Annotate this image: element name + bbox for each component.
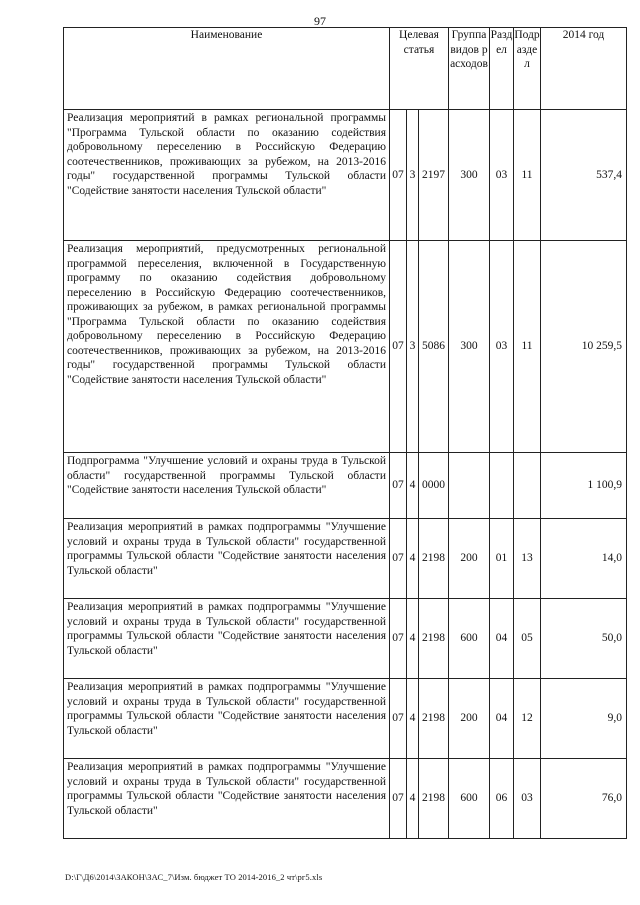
row-section: 03: [490, 110, 514, 241]
row-name: Реализация мероприятий в рамках региональной программы "Программа Тульской области по оказанию содействия добровольному переселению в Российскую Федерацию соотечественников, проживающих за рубежом, на 2013-2016 годы" государственной программы Тульской области "Содействие занятости населения Тульской области": [64, 110, 390, 241]
row-amount: 14,0: [541, 519, 627, 599]
row-section: 06: [490, 759, 514, 839]
row-amount: 10 259,5: [541, 241, 627, 453]
table-row: [64, 599, 627, 679]
row-expense-group: 300: [449, 110, 490, 241]
row-subsection: 11: [514, 241, 541, 453]
table-body: [64, 110, 627, 839]
row-expense-group: 600: [449, 599, 490, 679]
row-article-part2: 3: [407, 241, 419, 453]
row-article-part1: 07: [390, 599, 407, 679]
header-section: Раздел: [490, 28, 514, 110]
row-amount: 76,0: [541, 759, 627, 839]
row-subsection: 03: [514, 759, 541, 839]
row-subsection: 05: [514, 599, 541, 679]
row-article-part2: 4: [407, 519, 419, 599]
row-name: Реализация мероприятий в рамках подпрограммы "Улучшение условий и охраны труда в Тульской области" государственной программы Тульской области "Содействие занятости населения Тульской области": [64, 519, 390, 599]
table-row: [64, 241, 627, 453]
table-header-row: [64, 28, 627, 110]
row-expense-group: 200: [449, 679, 490, 759]
header-subsection: Подраздел: [514, 28, 541, 110]
row-subsection: 11: [514, 110, 541, 241]
row-section: [490, 453, 514, 519]
row-article-part1: 07: [390, 453, 407, 519]
row-article-part1: 07: [390, 241, 407, 453]
row-name: Реализация мероприятий в рамках подпрограммы "Улучшение условий и охраны труда в Тульской области" государственной программы Тульской области "Содействие занятости населения Тульской области": [64, 599, 390, 679]
row-name: Реализация мероприятий в рамках подпрограммы "Улучшение условий и охраны труда в Тульской области" государственной программы Тульской области "Содействие занятости населения Тульской области": [64, 759, 390, 839]
row-article-part1: 07: [390, 679, 407, 759]
row-article-part3: 2198: [419, 759, 449, 839]
row-expense-group: 300: [449, 241, 490, 453]
row-amount: 9,0: [541, 679, 627, 759]
header-expense-group: Группа видов расходов: [449, 28, 490, 110]
row-article-part3: 2197: [419, 110, 449, 241]
row-article-part3: 2198: [419, 679, 449, 759]
table-row: [64, 453, 627, 519]
row-name: Подпрограмма "Улучшение условий и охраны труда в Тульской области" государственной программы Тульской области "Содействие занятости населения Тульской области": [64, 453, 390, 519]
row-article-part2: 4: [407, 599, 419, 679]
footer-file-path: D:\Г\Д6\2014\ЗАКОН\ЗАС_7\Изм. бюджет ТО 2014-2016_2 чт\рг5.xls: [65, 872, 323, 882]
row-expense-group: 200: [449, 519, 490, 599]
table-row: [64, 519, 627, 599]
row-name: Реализация мероприятий, предусмотренных региональной программой переселения, включенной в Государственную программу по оказанию содействия добровольному переселению в Российскую Федерацию соотечественников, проживающих за рубежом, в рамках региональной программы "Программа Тульской области по оказанию содействия добровольному переселению в Российскую Федерацию соотечественников, проживающих за рубежом, на 2013-2016 годы" государственной программы Тульской области "Содействие занятости населения Тульской области": [64, 241, 390, 453]
row-section: 04: [490, 599, 514, 679]
header-target-article: Целевая статья: [390, 28, 449, 110]
row-article-part3: 2198: [419, 519, 449, 599]
row-subsection: 13: [514, 519, 541, 599]
row-article-part2: 3: [407, 110, 419, 241]
row-article-part3: 5086: [419, 241, 449, 453]
row-expense-group: 600: [449, 759, 490, 839]
row-article-part1: 07: [390, 759, 407, 839]
budget-table: [63, 27, 627, 839]
row-article-part2: 4: [407, 453, 419, 519]
row-article-part1: 07: [390, 519, 407, 599]
row-article-part3: 2198: [419, 599, 449, 679]
row-section: 04: [490, 679, 514, 759]
row-article-part3: 0000: [419, 453, 449, 519]
row-amount: 50,0: [541, 599, 627, 679]
page-number: 97: [314, 14, 326, 28]
table-row: [64, 110, 627, 241]
row-section: 03: [490, 241, 514, 453]
row-name: Реализация мероприятий в рамках подпрограммы "Улучшение условий и охраны труда в Тульской области" государственной программы Тульской области "Содействие занятости населения Тульской области": [64, 679, 390, 759]
table-row: [64, 679, 627, 759]
row-amount: 537,4: [541, 110, 627, 241]
row-article-part2: 4: [407, 759, 419, 839]
row-expense-group: [449, 453, 490, 519]
row-subsection: 12: [514, 679, 541, 759]
table-row: [64, 759, 627, 839]
header-name: Наименование: [64, 28, 390, 110]
row-section: 01: [490, 519, 514, 599]
row-subsection: [514, 453, 541, 519]
row-article-part2: 4: [407, 679, 419, 759]
row-article-part1: 07: [390, 110, 407, 241]
row-amount: 1 100,9: [541, 453, 627, 519]
header-year: 2014 год: [541, 28, 627, 110]
